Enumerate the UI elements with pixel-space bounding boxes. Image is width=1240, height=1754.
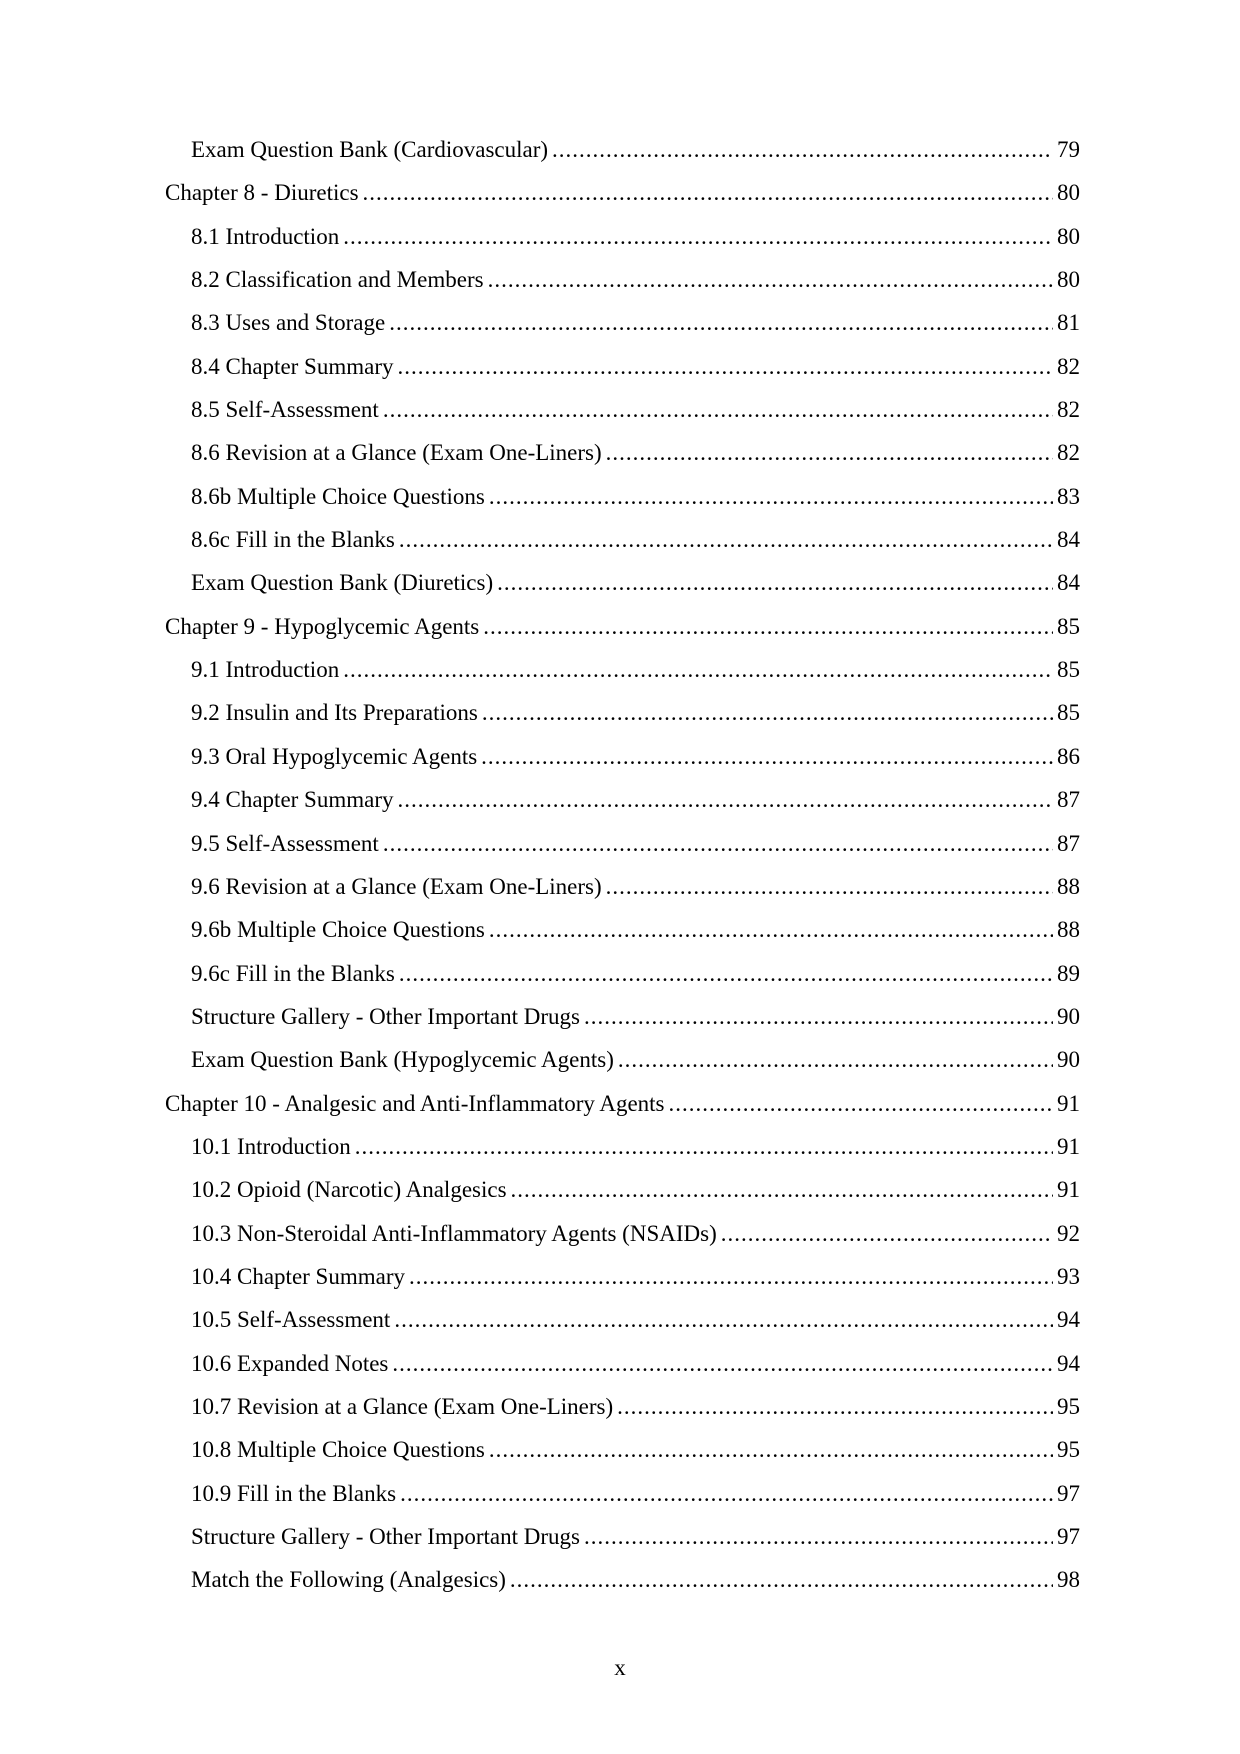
toc-entry-page-number: 95 bbox=[1057, 1393, 1080, 1419]
toc-entry-title: Exam Question Bank (Hypoglycemic Agents) bbox=[191, 1047, 614, 1073]
toc-section-entry[interactable] bbox=[165, 778, 1080, 821]
toc-dot-leader bbox=[497, 561, 1053, 604]
toc-entry-title: Exam Question Bank (Cardiovascular) bbox=[191, 137, 549, 162]
toc-section-entry[interactable] bbox=[165, 1168, 1080, 1211]
toc-entry-title: 10.4 Chapter Summary bbox=[191, 1263, 405, 1289]
toc-entry-title: 9.6b Multiple Choice Questions bbox=[191, 917, 485, 943]
toc-section-entry[interactable] bbox=[165, 1212, 1080, 1255]
toc-section-entry[interactable] bbox=[165, 215, 1080, 258]
toc-entry-page-number: 84 bbox=[1057, 527, 1080, 553]
toc-entry-page-number: 98 bbox=[1057, 1567, 1080, 1593]
toc-dot-leader bbox=[606, 431, 1053, 474]
toc-dot-leader bbox=[584, 1515, 1053, 1558]
toc-entry-title: 10.3 Non-Steroidal Anti-Inflammatory Agents (NSAIDs) bbox=[191, 1220, 717, 1246]
toc-entry-title: 10.8 Multiple Choice Questions bbox=[191, 1437, 485, 1463]
toc-entry-title: 9.2 Insulin and Its Preparations bbox=[191, 700, 478, 726]
toc-section-entry[interactable] bbox=[165, 128, 1080, 171]
toc-dot-leader bbox=[343, 648, 1053, 691]
toc-section-entry[interactable] bbox=[165, 995, 1080, 1038]
toc-entry-title: 10.9 Fill in the Blanks bbox=[191, 1480, 397, 1506]
toc-dot-leader bbox=[383, 388, 1053, 431]
toc-section-entry[interactable] bbox=[165, 475, 1080, 518]
toc-entry-page-number: 90 bbox=[1057, 1047, 1080, 1073]
toc-section-entry[interactable] bbox=[165, 865, 1080, 908]
toc-entry-page-number: 80 bbox=[1057, 180, 1080, 206]
toc-dot-leader bbox=[489, 475, 1053, 518]
toc-entry-page-number: 83 bbox=[1057, 483, 1080, 509]
toc-entry-title: 8.6b Multiple Choice Questions bbox=[191, 483, 485, 509]
toc-entry-page-number: 90 bbox=[1057, 1003, 1080, 1029]
toc-entry-page-number: 93 bbox=[1057, 1263, 1080, 1289]
toc-dot-leader bbox=[489, 1428, 1053, 1471]
toc-dot-leader bbox=[399, 952, 1053, 995]
toc-section-entry[interactable] bbox=[165, 561, 1080, 604]
toc-dot-leader bbox=[355, 1125, 1053, 1168]
toc-dot-leader bbox=[392, 1342, 1053, 1385]
toc-entry-title: 8.2 Classification and Members bbox=[191, 267, 484, 293]
toc-section-entry[interactable] bbox=[165, 735, 1080, 778]
toc-entry-title: Match the Following (Analgesics) bbox=[191, 1567, 506, 1593]
toc-dot-leader bbox=[511, 1168, 1053, 1211]
toc-dot-leader bbox=[488, 258, 1053, 301]
toc-entry-page-number: 94 bbox=[1057, 1307, 1080, 1333]
toc-dot-leader bbox=[398, 778, 1054, 821]
toc-dot-leader bbox=[606, 865, 1053, 908]
toc-section-entry[interactable] bbox=[165, 1255, 1080, 1298]
toc-dot-leader bbox=[383, 822, 1053, 865]
toc-entry-page-number: 88 bbox=[1057, 917, 1080, 943]
toc-dot-leader bbox=[721, 1212, 1053, 1255]
toc-entry-title: 8.6c Fill in the Blanks bbox=[191, 527, 395, 553]
toc-section-entry[interactable] bbox=[165, 345, 1080, 388]
toc-entry-title: 10.1 Introduction bbox=[191, 1133, 351, 1159]
page-number: x bbox=[614, 1655, 626, 1680]
toc-entry-title: 9.6 Revision at a Glance (Exam One-Liners) bbox=[191, 873, 602, 899]
toc-section-entry[interactable] bbox=[165, 691, 1080, 734]
toc-entry-page-number: 91 bbox=[1057, 1133, 1080, 1159]
toc-section-entry[interactable] bbox=[165, 1125, 1080, 1168]
toc-entry-page-number: 80 bbox=[1057, 223, 1080, 249]
toc-dot-leader bbox=[483, 605, 1053, 648]
toc-entry-page-number: 85 bbox=[1057, 657, 1080, 683]
toc-dot-leader bbox=[398, 345, 1054, 388]
toc-entry-title: 10.2 Opioid (Narcotic) Analgesics bbox=[191, 1177, 507, 1203]
toc-section-entry[interactable] bbox=[165, 518, 1080, 561]
toc-section-entry[interactable] bbox=[165, 908, 1080, 951]
toc-dot-leader bbox=[489, 908, 1053, 951]
toc-entry-page-number: 85 bbox=[1057, 700, 1080, 726]
toc-entry-page-number: 85 bbox=[1057, 613, 1080, 639]
toc-entry-title: 8.5 Self-Assessment bbox=[191, 397, 379, 423]
toc-section-entry[interactable] bbox=[165, 1515, 1080, 1558]
toc-entry-page-number: 81 bbox=[1057, 310, 1080, 336]
toc-entry-page-number: 91 bbox=[1057, 1090, 1080, 1116]
toc-entry-title: 8.6 Revision at a Glance (Exam One-Liners) bbox=[191, 440, 602, 466]
toc-dot-leader bbox=[482, 691, 1053, 734]
toc-entry-title: Structure Gallery - Other Important Drugs bbox=[191, 1003, 580, 1029]
toc-entry-page-number: 87 bbox=[1057, 787, 1080, 813]
toc-entry-title: 9.1 Introduction bbox=[191, 657, 340, 683]
toc-dot-leader bbox=[394, 1298, 1053, 1341]
toc-dot-leader bbox=[343, 215, 1053, 258]
toc-section-entry[interactable] bbox=[165, 301, 1080, 344]
toc-section-entry[interactable] bbox=[165, 388, 1080, 431]
toc-section-entry[interactable] bbox=[165, 952, 1080, 995]
toc-dot-leader bbox=[481, 735, 1053, 778]
toc-dot-leader bbox=[584, 995, 1053, 1038]
toc-entry-title: 10.6 Expanded Notes bbox=[191, 1350, 389, 1376]
toc-chapter-entry[interactable] bbox=[165, 1082, 1080, 1125]
toc-entry-title: 8.4 Chapter Summary bbox=[191, 353, 394, 379]
toc-section-entry[interactable] bbox=[165, 1038, 1080, 1081]
toc-entry-page-number: 92 bbox=[1057, 1220, 1080, 1246]
toc-entry-page-number: 91 bbox=[1057, 1177, 1080, 1203]
toc-entry-title: Exam Question Bank (Diuretics) bbox=[191, 570, 494, 596]
toc-dot-leader bbox=[552, 128, 1053, 171]
toc-section-entry[interactable] bbox=[165, 1298, 1080, 1341]
toc-entry-title: 10.7 Revision at a Glance (Exam One-Liners) bbox=[191, 1393, 614, 1419]
toc-section-entry[interactable] bbox=[165, 431, 1080, 474]
toc-dot-leader bbox=[669, 1082, 1054, 1125]
toc-entry-title: 9.4 Chapter Summary bbox=[191, 787, 394, 813]
toc-section-entry[interactable] bbox=[165, 1558, 1080, 1601]
table-of-contents bbox=[165, 128, 1080, 1602]
toc-dot-leader bbox=[618, 1038, 1053, 1081]
toc-entry-page-number: 80 bbox=[1057, 267, 1080, 293]
toc-chapter-entry[interactable] bbox=[165, 171, 1080, 214]
toc-section-entry[interactable] bbox=[165, 822, 1080, 865]
toc-entry-page-number: 86 bbox=[1057, 743, 1080, 769]
toc-entry-page-number: 94 bbox=[1057, 1350, 1080, 1376]
toc-entry-title: Chapter 9 - Hypoglycemic Agents bbox=[165, 613, 480, 639]
toc-dot-leader bbox=[389, 301, 1053, 344]
toc-section-entry[interactable] bbox=[165, 1472, 1080, 1515]
toc-entry-title: Structure Gallery - Other Important Drugs bbox=[191, 1524, 580, 1549]
toc-entry-page-number: 97 bbox=[1057, 1480, 1080, 1506]
toc-entry-title: 9.6c Fill in the Blanks bbox=[191, 960, 395, 986]
toc-entry-page-number: 82 bbox=[1057, 397, 1080, 423]
toc-entry-page-number: 95 bbox=[1057, 1437, 1080, 1463]
toc-entry-page-number: 82 bbox=[1057, 353, 1080, 379]
toc-chapter-entry[interactable] bbox=[165, 605, 1080, 648]
toc-dot-leader bbox=[399, 518, 1053, 561]
toc-dot-leader bbox=[510, 1558, 1053, 1601]
toc-entry-page-number: 89 bbox=[1057, 960, 1080, 986]
toc-dot-leader bbox=[409, 1255, 1053, 1298]
toc-section-entry[interactable] bbox=[165, 1342, 1080, 1385]
toc-entry-title: 10.5 Self-Assessment bbox=[191, 1307, 391, 1333]
toc-dot-leader bbox=[363, 171, 1053, 214]
toc-section-entry[interactable] bbox=[165, 258, 1080, 301]
toc-entry-title: Chapter 8 - Diuretics bbox=[165, 180, 359, 206]
toc-section-entry[interactable] bbox=[165, 648, 1080, 691]
toc-entry-page-number: 87 bbox=[1057, 830, 1080, 856]
toc-dot-leader bbox=[617, 1385, 1053, 1428]
toc-entry-page-number: 82 bbox=[1057, 440, 1080, 466]
toc-entry-page-number: 79 bbox=[1057, 137, 1080, 162]
toc-entry-page-number: 97 bbox=[1057, 1524, 1080, 1549]
toc-section-entry[interactable] bbox=[165, 1385, 1080, 1428]
toc-entry-title: Chapter 10 - Analgesic and Anti-Inflammatory Agents bbox=[165, 1090, 665, 1116]
toc-dot-leader bbox=[400, 1472, 1053, 1515]
toc-entry-title: 9.5 Self-Assessment bbox=[191, 830, 379, 856]
toc-section-entry[interactable] bbox=[165, 1428, 1080, 1471]
toc-entry-title: 8.3 Uses and Storage bbox=[191, 310, 386, 336]
toc-entry-title: 8.1 Introduction bbox=[191, 223, 340, 249]
toc-entry-title: 9.3 Oral Hypoglycemic Agents bbox=[191, 743, 478, 769]
toc-entry-page-number: 84 bbox=[1057, 570, 1080, 596]
toc-entry-page-number: 88 bbox=[1057, 873, 1080, 899]
